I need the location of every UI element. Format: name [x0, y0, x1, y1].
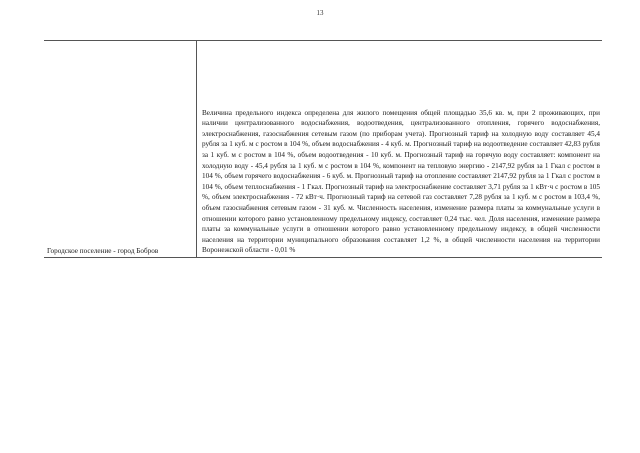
municipality-name: Городское поселение - город Бобров	[47, 247, 159, 255]
document-table	[44, 40, 602, 258]
description-cell	[197, 41, 602, 257]
page-number: 13	[316, 9, 324, 17]
municipality-cell	[44, 41, 197, 257]
index-description-text: Величина предельного индекса определена для жилого помещения общей площадью 35,6 кв. м, при 2 проживающих, при наличии централизованного водоснабжения, водоотведения, централизованного отопления, горячего водоснабжения, электроснабжения, газоснабжения сетевым газом (по приборам учета). Прогнозный тариф на холодную воду составляет 45,4 рубля за 1 куб. м с ростом в 104 %, объем водоснабжения - 4 куб. м. Прогнозный тариф на водоотведение составляет 42,83 рубля за 1 куб. м с ростом в 104 %, объем водоотведения - 10 куб. м. Прогнозный тариф на горячую воду составляет: компонент на холодную воду - 45,4 рубля за 1 куб. м с ростом в 104 %, компонент на тепловую энергию - 2147,92 рубля за 1 Гкал с ростом в 104 %, объем горячего водоснабжения - 6 куб. м. Прогнозный тариф на отопление составляет 2147,92 рубля за 1 Гкал с ростом в 104 %, объем теплоснабжения - 1 Гкал. Прогнозный тариф на электроснабжение составляет 3,71 рубля за 1 кВт·ч с ростом в 105 %, объем электроснабжения - 72 кВт·ч. Прогнозный тариф на сетевой газ составляет 7,28 рубля за 1 куб. м с ростом в 103,4 %, объем газоснабжения сетевым газом - 31 куб. м. Численность населения, изменение размера платы за коммунальные услуги в отношении которого равно установленному предельному индексу, составляет 0,24 тыс. чел. Доля населения, изменение размера платы за коммунальные услуги в отношении которого равно установленному предельному индексу, в общей численности населения на территории муниципального образования составляет 1,2 %, в общей численности населения на территории Воронежской области - 0,01 %	[202, 108, 600, 255]
